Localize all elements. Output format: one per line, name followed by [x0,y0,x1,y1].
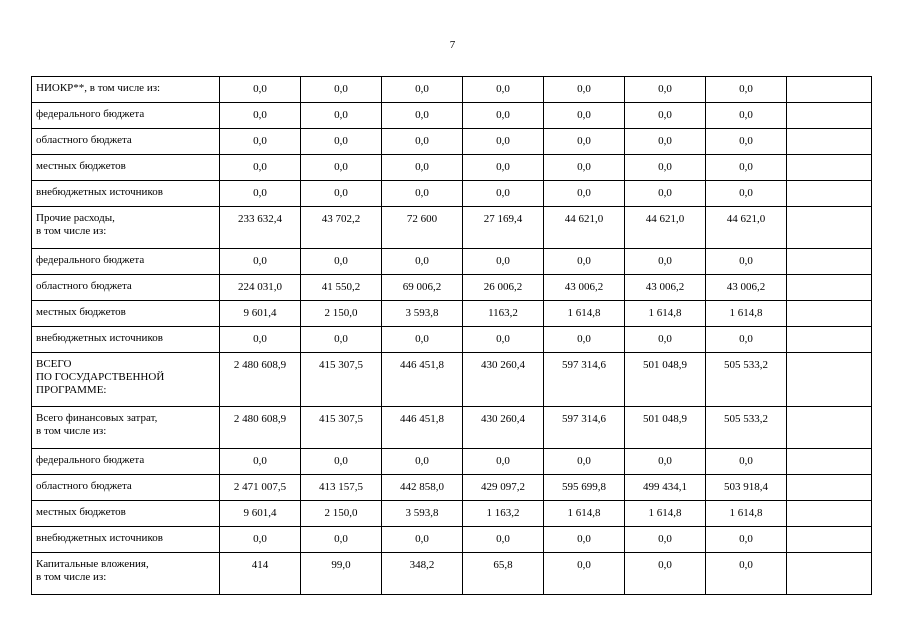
value-cell: 0,0 [625,155,706,181]
table-row [32,129,872,155]
value-cell: 429 097,2 [463,475,544,501]
value-cell: 44 621,0 [706,207,787,249]
value-cell: 0,0 [301,155,382,181]
value-cell: 41 550,2 [301,275,382,301]
value-cell: 0,0 [301,129,382,155]
empty-cell [787,553,872,595]
value-cell: 2 150,0 [301,501,382,527]
value-cell: 0,0 [463,527,544,553]
value-cell: 69 006,2 [382,275,463,301]
value-cell: 0,0 [301,103,382,129]
value-cell: 0,0 [463,129,544,155]
budget-table [31,76,872,595]
value-cell: 0,0 [220,327,301,353]
value-cell: 44 621,0 [544,207,625,249]
table-row [32,207,872,249]
row-label-line: Прочие расходы, [36,212,115,224]
value-cell: 0,0 [706,77,787,103]
value-cell: 0,0 [544,77,625,103]
row-label-line: местных бюджетов [36,160,126,172]
row-label [32,249,220,275]
value-cell: 0,0 [301,327,382,353]
value-cell: 0,0 [220,249,301,275]
value-cell: 0,0 [301,527,382,553]
value-cell: 1 614,8 [706,301,787,327]
value-cell: 0,0 [463,449,544,475]
row-label-line: местных бюджетов [36,306,126,318]
empty-cell [787,327,872,353]
empty-cell [787,449,872,475]
value-cell: 0,0 [301,449,382,475]
value-cell: 9 601,4 [220,301,301,327]
row-label [32,181,220,207]
row-label-line: федерального бюджета [36,454,145,466]
value-cell: 0,0 [625,553,706,595]
value-cell: 442 858,0 [382,475,463,501]
value-cell: 1 614,8 [544,501,625,527]
row-label [32,129,220,155]
row-label [32,407,220,449]
empty-cell [787,407,872,449]
value-cell: 1 614,8 [625,301,706,327]
table-row [32,501,872,527]
value-cell: 0,0 [544,553,625,595]
table-row [32,553,872,595]
value-cell: 414 [220,553,301,595]
value-cell: 1 614,8 [544,301,625,327]
table-row [32,449,872,475]
value-cell: 505 533,2 [706,407,787,449]
row-label-line: в том числе из: [36,571,107,583]
row-label [32,553,220,595]
value-cell: 1 614,8 [625,501,706,527]
empty-cell [787,301,872,327]
value-cell: 43 006,2 [544,275,625,301]
row-label-line: внебюджетных источников [36,186,163,198]
value-cell: 0,0 [382,181,463,207]
value-cell: 0,0 [544,181,625,207]
value-cell: 0,0 [463,103,544,129]
table-row [32,301,872,327]
value-cell: 0,0 [706,553,787,595]
row-label [32,327,220,353]
row-label-line: федерального бюджета [36,108,145,120]
value-cell: 72 600 [382,207,463,249]
row-label [32,501,220,527]
value-cell: 597 314,6 [544,407,625,449]
empty-cell [787,207,872,249]
row-label-line: внебюджетных источников [36,332,163,344]
value-cell: 0,0 [382,249,463,275]
row-label-line: в том числе из: [36,225,107,237]
value-cell: 446 451,8 [382,407,463,449]
value-cell: 0,0 [625,249,706,275]
value-cell: 2 480 608,9 [220,353,301,407]
empty-cell [787,129,872,155]
value-cell: 2 150,0 [301,301,382,327]
row-label-line: внебюджетных источников [36,532,163,544]
value-cell: 0,0 [382,103,463,129]
empty-cell [787,77,872,103]
value-cell: 0,0 [463,249,544,275]
row-label [32,103,220,129]
value-cell: 9 601,4 [220,501,301,527]
value-cell: 0,0 [706,327,787,353]
row-label [32,301,220,327]
value-cell: 43 006,2 [625,275,706,301]
empty-cell [787,275,872,301]
value-cell: 430 260,4 [463,407,544,449]
row-label-line: Всего финансовых затрат, [36,412,158,424]
value-cell: 501 048,9 [625,407,706,449]
value-cell: 0,0 [220,527,301,553]
value-cell: 415 307,5 [301,353,382,407]
row-label-line: ПРОГРАММЕ: [36,384,107,396]
value-cell: 233 632,4 [220,207,301,249]
value-cell: 0,0 [625,103,706,129]
row-label-line: в том числе из: [36,425,107,437]
value-cell: 0,0 [220,103,301,129]
value-cell: 0,0 [382,77,463,103]
value-cell: 446 451,8 [382,353,463,407]
value-cell: 0,0 [220,155,301,181]
value-cell: 0,0 [301,77,382,103]
value-cell: 348,2 [382,553,463,595]
value-cell: 595 699,8 [544,475,625,501]
table-row [32,249,872,275]
value-cell: 0,0 [382,155,463,181]
budget-table-body [32,77,872,595]
value-cell: 0,0 [382,449,463,475]
value-cell: 2 471 007,5 [220,475,301,501]
value-cell: 0,0 [301,181,382,207]
value-cell: 0,0 [706,527,787,553]
value-cell: 0,0 [463,181,544,207]
value-cell: 0,0 [544,527,625,553]
value-cell: 0,0 [544,129,625,155]
value-cell: 501 048,9 [625,353,706,407]
empty-cell [787,103,872,129]
row-label [32,527,220,553]
row-label-line: областного бюджета [36,280,132,292]
value-cell: 0,0 [706,103,787,129]
value-cell: 0,0 [544,249,625,275]
value-cell: 3 593,8 [382,301,463,327]
value-cell: 3 593,8 [382,501,463,527]
value-cell: 430 260,4 [463,353,544,407]
value-cell: 503 918,4 [706,475,787,501]
row-label-line: ВСЕГО [36,358,72,370]
row-label [32,77,220,103]
value-cell: 0,0 [220,77,301,103]
empty-cell [787,475,872,501]
table-row [32,353,872,407]
value-cell: 224 031,0 [220,275,301,301]
value-cell: 0,0 [625,527,706,553]
value-cell: 0,0 [544,327,625,353]
value-cell: 597 314,6 [544,353,625,407]
value-cell: 0,0 [625,77,706,103]
value-cell: 415 307,5 [301,407,382,449]
value-cell: 44 621,0 [625,207,706,249]
value-cell: 0,0 [382,527,463,553]
value-cell: 0,0 [382,129,463,155]
value-cell: 0,0 [625,129,706,155]
row-label [32,353,220,407]
value-cell: 0,0 [220,449,301,475]
row-label [32,155,220,181]
value-cell: 26 006,2 [463,275,544,301]
value-cell: 0,0 [301,249,382,275]
empty-cell [787,527,872,553]
table-row [32,103,872,129]
value-cell: 1163,2 [463,301,544,327]
value-cell: 99,0 [301,553,382,595]
page-number: 7 [449,39,456,51]
value-cell: 0,0 [625,327,706,353]
table-row [32,155,872,181]
value-cell: 0,0 [544,155,625,181]
table-row [32,77,872,103]
value-cell: 0,0 [220,181,301,207]
table-row [32,527,872,553]
value-cell: 27 169,4 [463,207,544,249]
table-row [32,275,872,301]
value-cell: 0,0 [463,155,544,181]
value-cell: 0,0 [706,249,787,275]
value-cell: 0,0 [706,449,787,475]
value-cell: 1 163,2 [463,501,544,527]
empty-cell [787,249,872,275]
table-row [32,475,872,501]
row-label [32,275,220,301]
value-cell: 1 614,8 [706,501,787,527]
row-label-line: ПО ГОСУДАРСТВЕННОЙ [36,371,165,383]
table-row [32,181,872,207]
value-cell: 43 006,2 [706,275,787,301]
value-cell: 0,0 [706,181,787,207]
value-cell: 0,0 [382,327,463,353]
value-cell: 65,8 [463,553,544,595]
row-label-line: НИОКР**, в том числе из: [36,82,161,94]
empty-cell [787,181,872,207]
table-row [32,327,872,353]
value-cell: 43 702,2 [301,207,382,249]
row-label-line: областного бюджета [36,480,132,492]
row-label [32,207,220,249]
value-cell: 0,0 [706,155,787,181]
value-cell: 0,0 [463,327,544,353]
value-cell: 499 434,1 [625,475,706,501]
value-cell: 0,0 [544,103,625,129]
value-cell: 0,0 [625,449,706,475]
value-cell: 0,0 [625,181,706,207]
value-cell: 0,0 [463,77,544,103]
row-label-line: областного бюджета [36,134,132,146]
value-cell: 0,0 [706,129,787,155]
row-label [32,475,220,501]
empty-cell [787,155,872,181]
row-label-line: местных бюджетов [36,506,126,518]
empty-cell [787,501,872,527]
table-row [32,407,872,449]
empty-cell [787,353,872,407]
value-cell: 413 157,5 [301,475,382,501]
value-cell: 0,0 [220,129,301,155]
value-cell: 2 480 608,9 [220,407,301,449]
row-label [32,449,220,475]
value-cell: 0,0 [544,449,625,475]
value-cell: 505 533,2 [706,353,787,407]
row-label-line: Капитальные вложения, [36,558,149,570]
row-label-line: федерального бюджета [36,254,145,266]
